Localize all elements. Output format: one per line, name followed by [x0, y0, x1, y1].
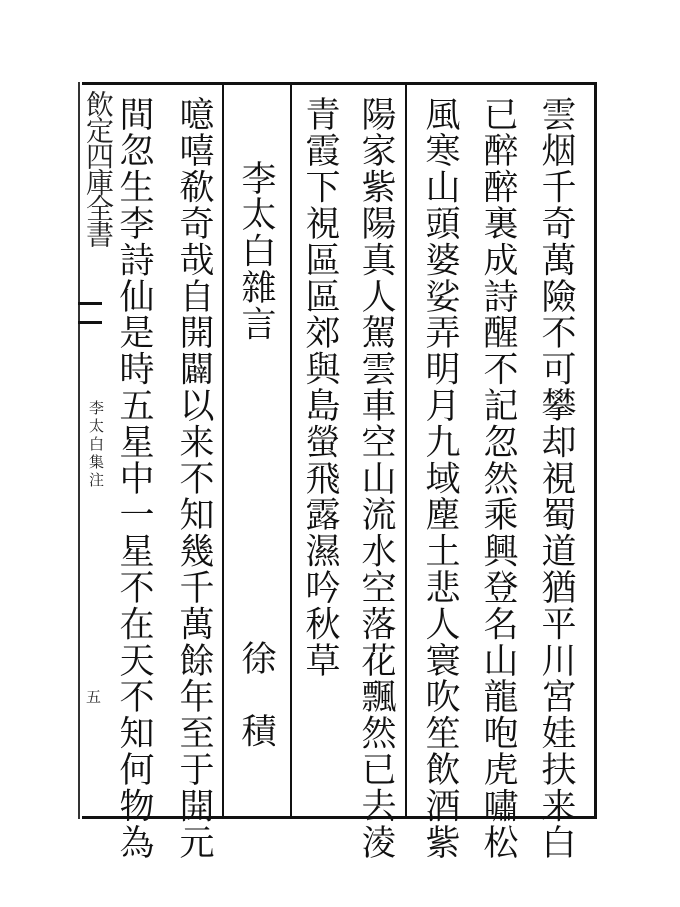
text-column-1: 雲烟千奇萬險不可攀却視蜀道猶平川宮娃扶来白 [536, 96, 576, 861]
text-column-3: 風寒山頭婆娑弄明月九域塵土悲人寰吹笙飲酒紫 [420, 96, 460, 861]
text-column-4: 陽家紫陽真人駕雲車空山流水空落花飄然已去淩 [356, 96, 396, 861]
gutter-collection-title: 飲定四庫全書 [82, 90, 115, 246]
text-column-2: 已醉醉裏成詩醒不記忽然乘興登名山龍咆虎嘯松 [478, 96, 518, 861]
poem-title: 李太白雜言 [236, 160, 276, 342]
gutter-page-number: 五 [86, 688, 102, 706]
column-divider [405, 82, 407, 819]
poem-author: 徐 積 [236, 640, 276, 750]
gutter-book-title: 李太白集注 [87, 400, 105, 490]
text-column-5: 青霞下視區區郊與島螢飛露濕吟秋草 [300, 96, 340, 679]
text-column-7: 噫嘻欷奇哉自開闢以来不知幾千萬餘年至于開元 [174, 96, 214, 861]
column-divider [290, 82, 292, 819]
column-divider [222, 82, 224, 819]
text-column-8: 間忽生李詩仙是時五星中一星不在天不知何物為 [114, 96, 154, 861]
